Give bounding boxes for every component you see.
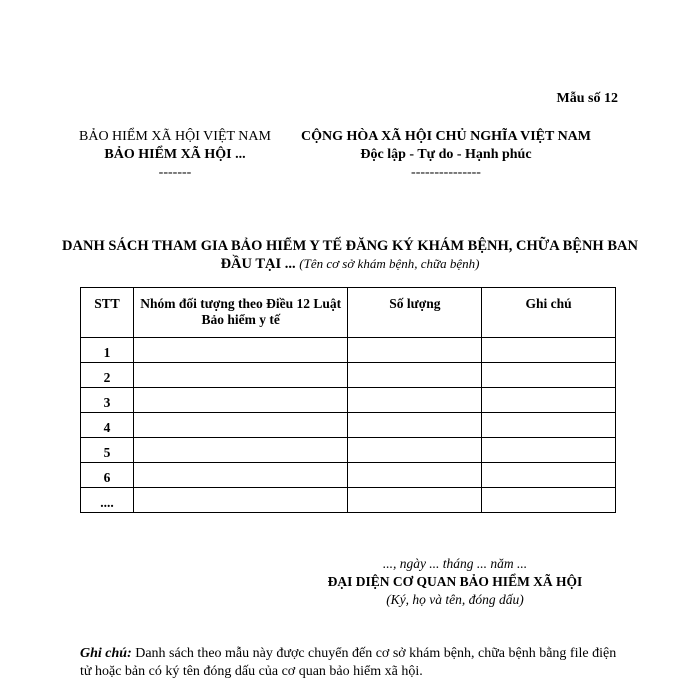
note-cell[interactable] xyxy=(482,438,616,463)
note-cell[interactable] xyxy=(482,388,616,413)
group-cell[interactable] xyxy=(133,488,348,513)
quantity-cell[interactable] xyxy=(348,338,482,363)
footnote-text: Danh sách theo mẫu này được chuyển đến cơ sở khám bệnh, chữa bệnh bằng file điện tử hoặc bản có ký tên đóng dấu của cơ quan bảo hiểm xã hội. xyxy=(80,646,617,679)
header-note: Ghi chú xyxy=(482,288,616,338)
row-number: 5 xyxy=(81,438,134,463)
title-sub: (Tên cơ sở khám bệnh, chữa bệnh) xyxy=(299,256,480,271)
national-motto: Độc lập - Tự do - Hạnh phúc xyxy=(360,147,532,162)
row-number: 1 xyxy=(81,338,134,363)
table-row xyxy=(81,388,616,413)
agency-branch: BẢO HIỂM XÃ HỘI ... xyxy=(104,147,246,162)
note-cell[interactable] xyxy=(482,363,616,388)
row-number: .... xyxy=(81,488,134,513)
table-row xyxy=(81,363,616,388)
national-name: CỘNG HÒA XÃ HỘI CHỦ NGHĨA VIỆT NAM xyxy=(300,129,591,144)
signature-block xyxy=(300,555,610,609)
group-cell[interactable] xyxy=(133,413,348,438)
national-header xyxy=(282,128,610,182)
quantity-cell[interactable] xyxy=(348,438,482,463)
row-number: 3 xyxy=(81,388,134,413)
row-number: 2 xyxy=(81,363,134,388)
table-row xyxy=(81,488,616,513)
row-number: 4 xyxy=(81,413,134,438)
group-cell[interactable] xyxy=(133,388,348,413)
national-rule: --------------- xyxy=(411,165,481,180)
row-number: 6 xyxy=(81,463,134,488)
quantity-cell[interactable] xyxy=(348,413,482,438)
form-number: Mẫu số 12 xyxy=(556,91,618,106)
table-header-row xyxy=(81,288,616,338)
header-quantity: Số lượng xyxy=(348,288,482,338)
table-row xyxy=(81,438,616,463)
footnote-label: Ghi chú: xyxy=(80,646,132,661)
note-cell[interactable] xyxy=(482,413,616,438)
table-row xyxy=(81,413,616,438)
signature-role: ĐẠI DIỆN CƠ QUAN BẢO HIỂM XÃ HỘI xyxy=(327,574,583,589)
quantity-cell[interactable] xyxy=(348,388,482,413)
note-cell[interactable] xyxy=(482,488,616,513)
registration-table xyxy=(80,287,616,513)
table-row xyxy=(81,463,616,488)
group-cell[interactable] xyxy=(133,463,348,488)
group-cell[interactable] xyxy=(133,338,348,363)
agency-name: BẢO HIỂM XÃ HỘI VIỆT NAM xyxy=(79,129,271,144)
note-cell[interactable] xyxy=(482,463,616,488)
agency-header xyxy=(70,128,280,182)
footnote xyxy=(80,645,620,681)
table-row xyxy=(81,338,616,363)
header-stt: STT xyxy=(81,288,134,338)
note-cell[interactable] xyxy=(482,338,616,363)
signature-date: ..., ngày ... tháng ... năm ... xyxy=(382,556,528,571)
quantity-cell[interactable] xyxy=(348,488,482,513)
group-cell[interactable] xyxy=(133,438,348,463)
title-main: DANH SÁCH THAM GIA BẢO HIỂM Y TẾ ĐĂNG KÝ KHÁM BỆNH, CHỮA BỆNH BAN ĐẦU TẠI ... xyxy=(62,238,638,272)
document-title xyxy=(60,237,640,273)
agency-rule: ------- xyxy=(158,165,192,180)
group-cell[interactable] xyxy=(133,363,348,388)
header-group: Nhóm đối tượng theo Điều 12 Luật Bảo hiểm y tế xyxy=(133,288,348,338)
quantity-cell[interactable] xyxy=(348,363,482,388)
quantity-cell[interactable] xyxy=(348,463,482,488)
signature-instruction: (Ký, họ và tên, đóng dấu) xyxy=(386,592,524,607)
